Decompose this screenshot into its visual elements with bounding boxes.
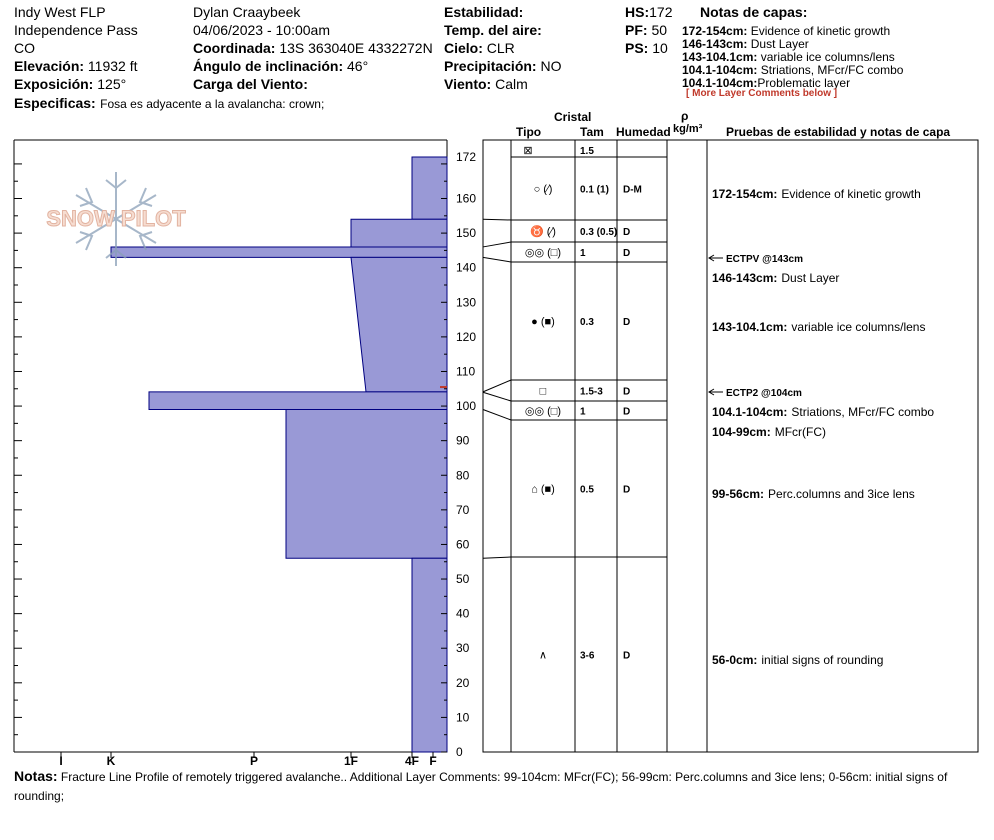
depth-connector-line	[483, 219, 511, 220]
depth-tick-label: 80	[456, 468, 470, 483]
sky-value: CLR	[486, 40, 515, 56]
depth-tick-label: 0	[456, 745, 463, 759]
precip-label: Precipitación:	[444, 58, 537, 74]
sky-label: Cielo:	[444, 40, 483, 56]
location-name: Indy West FLP	[14, 4, 106, 20]
depth-tick-label: 100	[456, 399, 477, 414]
crystal-type-symbol: ◎◎ (□)	[524, 405, 562, 418]
layer-note-range: 104.1-104cm:	[682, 76, 758, 90]
crystal-moisture-value: D	[623, 317, 631, 328]
depth-connector-line	[483, 410, 511, 420]
stability-label: Estabilidad:	[444, 4, 524, 20]
coordinate-label: Coordinada:	[193, 40, 276, 56]
crystal-size-value: 1.5-3	[580, 386, 603, 398]
hardness-tick-label: K	[106, 754, 116, 768]
depth-tick-label: 70	[456, 502, 470, 517]
location-area: Independence Pass	[14, 22, 138, 38]
hardness-tick-label: I	[59, 754, 63, 768]
depth-connector-line	[483, 392, 511, 401]
crystal-rows	[483, 184, 934, 668]
hardness-layer-bar	[351, 257, 447, 392]
layer-note-text: Striations, MFcr/FC combo	[791, 405, 935, 419]
slope-label: Ángulo de inclinación:	[193, 58, 344, 74]
col-header-tipo: Tipo	[516, 125, 542, 139]
crystal-moisture-value: D	[623, 484, 631, 496]
depth-tick-label: 10	[456, 710, 470, 725]
depth-tick-label: 30	[456, 641, 470, 656]
layer-note-range: 56-0cm:	[712, 653, 758, 667]
crystal-moisture-value: D	[623, 406, 631, 418]
observer-name: Dylan Craaybeek	[193, 4, 301, 20]
depth-connector-line	[483, 380, 511, 392]
crystal-type-symbol: □	[539, 385, 547, 398]
depth-tick-label: 40	[456, 606, 470, 621]
more-comments-link[interactable]: [ More Layer Comments below ]	[686, 88, 838, 99]
layer-note-row	[712, 320, 925, 334]
crystal-moisture-value: D-M	[623, 184, 642, 196]
crystal-size-value: 1	[580, 406, 586, 418]
slope-value: 46°	[347, 58, 369, 74]
depth-tick-label: 90	[456, 433, 470, 448]
notes-text: Fracture Line Profile of remotely triggered avalanche.. Additional Layer Comments: 99-104cm: MFcr(FC); 56-99cm: Perc.columns and 3ice lens; 0-56cm: initial signs of rounding;	[14, 770, 948, 803]
air-temp-label: Temp. del aire:	[444, 22, 542, 38]
col-header-rho: ρ	[681, 109, 689, 123]
surface-tam-value: 1.5	[580, 146, 594, 157]
exposure-label: Exposición:	[14, 76, 94, 92]
depth-tick-label: 60	[456, 537, 470, 552]
layer-note-text: Perc.columns and 3ice lens	[768, 487, 915, 501]
layer-note-range: 104-99cm:	[712, 425, 771, 439]
left-minor-ticks	[14, 164, 22, 752]
layer-note-range: 104.1-104cm:	[712, 405, 788, 419]
elevation-value: 11932 ft	[87, 58, 138, 74]
layer-note-row	[712, 425, 826, 439]
depth-tick-label: 110	[456, 364, 476, 379]
hardness-bars	[111, 157, 447, 752]
stability-test-label: ECTPV @143cm	[726, 254, 804, 265]
depth-connector-line	[483, 557, 511, 558]
layer-note-range: 143-104.1cm:	[712, 320, 788, 334]
crystal-size-value: 0.1 (1)	[580, 184, 609, 196]
col-header-tam: Tam	[580, 125, 604, 139]
notes-label: Notas:	[14, 768, 58, 784]
layer-note-range: 172-154cm:	[712, 187, 778, 201]
layer-note-range: 146-143cm:	[712, 271, 778, 285]
crystal-moisture-value: D	[623, 227, 631, 238]
ps-label: PS:	[625, 40, 649, 56]
layer-note-text: Striations, MFcr/FC combo	[760, 63, 904, 77]
hardness-tick-label: P	[249, 754, 259, 768]
hardness-layer-bar	[111, 247, 447, 257]
pf-value: 50	[651, 22, 668, 38]
depth-tick-label: 130	[456, 295, 477, 310]
hardness-tick-label: 1F	[343, 754, 359, 768]
crystal-type-symbol: ◎◎ (□)	[524, 247, 562, 259]
crystal-size-value: 0.3	[580, 317, 594, 328]
layer-note-row	[712, 187, 921, 201]
depth-tick-label: 50	[456, 572, 470, 587]
layer-note-text: Problematic layer	[757, 76, 851, 90]
hardness-tick-label: 4F	[404, 754, 420, 768]
hs-label: HS:	[625, 4, 650, 20]
observation-datetime: 04/06/2023 - 10:00am	[193, 22, 330, 38]
wind-label: Viento:	[444, 76, 492, 92]
crystal-moisture-value: D	[623, 248, 631, 259]
wind-load-label: Carga del Viento:	[193, 76, 308, 92]
hs-value: 172	[649, 4, 673, 20]
depth-tick-label: 120	[456, 329, 477, 344]
specifics-value: Fosa es adyacente a la avalancha: crown;	[100, 97, 325, 111]
layer-note-row	[712, 653, 883, 667]
pf-label: PF:	[625, 22, 648, 38]
crystal-size-value: 0.5	[580, 484, 594, 496]
hardness-layer-bar	[286, 410, 447, 559]
ps-value: 10	[652, 40, 668, 56]
layer-note-text: initial signs of rounding	[761, 653, 884, 667]
crystal-type-symbol: ∧	[538, 649, 548, 662]
elevation-label: Elevación:	[14, 58, 85, 74]
specifics-label: Especificas:	[14, 95, 96, 111]
depth-tick-label: 150	[456, 226, 477, 241]
crystal-type-symbol: ⌂ (■)	[531, 483, 555, 496]
layer-note-range: 172-154cm:	[682, 24, 748, 38]
notes-section	[14, 767, 974, 806]
layer-note-range: 99-56cm:	[712, 487, 765, 501]
crystal-moisture-value: D	[623, 650, 631, 662]
coordinate-value: 13S 363040E 4332272N	[279, 40, 433, 56]
hardness-layer-bar	[351, 219, 447, 247]
hardness-layer-bar	[412, 558, 447, 752]
depth-connector-line	[483, 257, 511, 262]
crystal-size-value: 1	[580, 248, 586, 259]
location-state: CO	[14, 40, 35, 56]
hardness-axis-ticks	[59, 752, 436, 768]
col-header-density-unit: kg/m³	[673, 123, 703, 135]
layer-note-text: variable ice columns/lens	[760, 50, 895, 64]
layer-note-text: variable ice columns/lens	[791, 320, 926, 334]
depth-tick-label: 140	[456, 260, 477, 275]
precip-value: NO	[540, 58, 562, 74]
crystal-size-value: 0.3 (0.5)	[580, 227, 618, 238]
surface-tipo-symbol: ⊠	[523, 145, 533, 157]
crystal-type-symbol: ♉ (⁄)	[530, 226, 556, 238]
layer-note-range: 104.1-104cm:	[682, 63, 758, 77]
col-header-cristal: Cristal	[554, 110, 592, 124]
layer-note-range: 143-104.1cm:	[682, 50, 758, 64]
depth-tick-label: 172	[456, 150, 477, 164]
depth-tick-label: 160	[456, 191, 477, 206]
depth-connector-line	[483, 242, 511, 247]
layer-note-row	[712, 487, 915, 501]
layer-note-row	[712, 271, 839, 285]
layer-note-row	[712, 405, 934, 419]
hardness-layer-bar	[149, 392, 447, 410]
layer-note-text: MFcr(FC)	[774, 425, 827, 439]
snowpilot-logo-text: SNOW PILOT	[46, 206, 186, 231]
depth-tick-label: 20	[456, 675, 470, 690]
wind-value: Calm	[495, 76, 528, 92]
layer-note-text: Evidence of kinetic growth	[750, 24, 891, 38]
stability-test-label: ECTP2 @104cm	[726, 388, 802, 399]
crystal-type-symbol: ○ (⁄)	[533, 183, 553, 196]
crystal-moisture-value: D	[623, 386, 631, 398]
hardness-layer-bar	[412, 157, 447, 219]
layer-notes-title: Notas de capas:	[700, 4, 808, 20]
col-header-tests: Pruebas de estabilidad y notas de capa	[726, 125, 951, 139]
layer-note-range: 146-143cm:	[682, 37, 748, 51]
hardness-tick-label: F	[429, 754, 437, 768]
crystal-size-value: 3-6	[580, 650, 595, 662]
layer-note-text: Evidence of kinetic growth	[781, 187, 921, 201]
exposure-value: 125°	[97, 76, 127, 92]
col-header-humedad: Humedad	[616, 125, 671, 139]
layer-note-text: Dust Layer	[750, 37, 809, 51]
layer-note-text: Dust Layer	[781, 271, 840, 285]
crystal-type-symbol: ● (■)	[531, 316, 555, 328]
